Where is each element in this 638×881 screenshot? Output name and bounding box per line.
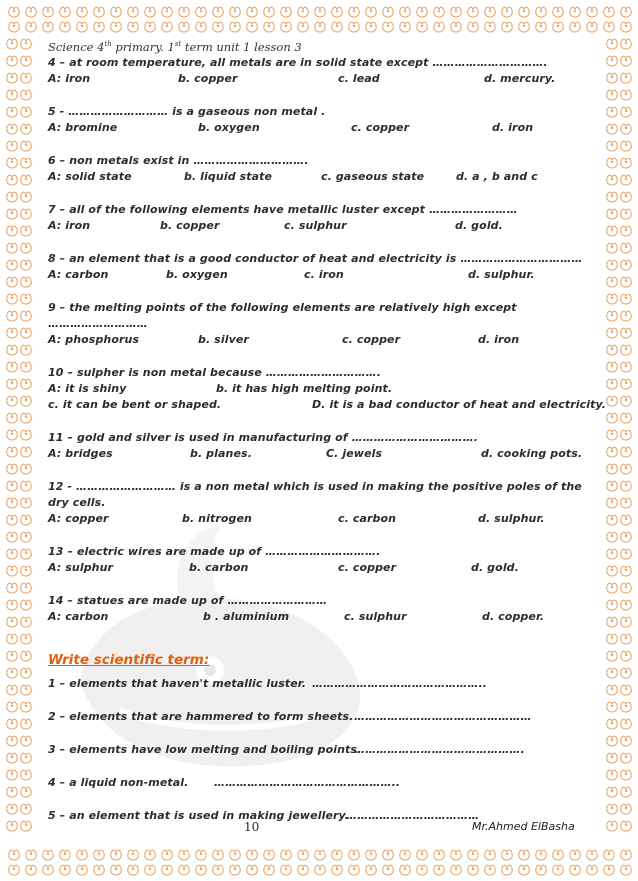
option-b: b. copper (178, 72, 238, 85)
option-d: d. mercury. (484, 72, 556, 85)
option-b: b. oxygen (198, 121, 260, 134)
option-c: c. it can be bent or shaped. (48, 398, 222, 411)
option-row (48, 560, 596, 576)
option-a: A: bridges (48, 447, 113, 460)
option-a: A: iron (48, 72, 91, 85)
option-row (48, 120, 596, 136)
option-d: D. it is a bad conductor of heat and electricity. (312, 398, 606, 411)
option-d: d. sulphur. (468, 268, 535, 281)
option-b: b. oxygen (166, 268, 228, 281)
question-text: 10 – sulpher is non metal because …………………………. (48, 366, 382, 379)
question-13 (48, 544, 596, 593)
option-row (48, 169, 596, 185)
option-d: d. a , b and c (456, 170, 538, 183)
question-8 (48, 251, 596, 300)
option-row (48, 71, 596, 87)
option-c: c. copper (351, 121, 410, 134)
scientific-term-2 (48, 709, 596, 742)
question-text: 4 – at room temperature, all metals are in solid state except …………………………. (48, 56, 548, 69)
question-text: 11 – gold and silver is used in manufacturing of ……………………………. (48, 431, 478, 444)
option-d: d. gold. (471, 561, 519, 574)
option-c: c. copper (338, 561, 397, 574)
option-d: d. copper. (482, 610, 545, 623)
term-definition: 1 – elements that haven't metallic luster. (48, 677, 307, 690)
author-name: Mr.Ahmed ElBasha (472, 820, 575, 833)
option-b: b. silver (198, 333, 249, 346)
option-a: A: carbon (48, 610, 109, 623)
term-definition: 3 – elements have low melting and boiling points. (48, 743, 362, 756)
scientific-term-1 (48, 676, 596, 709)
option-c: C. jewels (326, 447, 383, 460)
question-text: 5 - ……………………… is a gaseous non metal . (48, 105, 326, 118)
option-row (48, 267, 596, 283)
option-c: c. copper (342, 333, 401, 346)
option-c: c. gaseous state (321, 170, 425, 183)
worksheet-content (48, 40, 606, 841)
option-a: A: copper (48, 512, 109, 525)
question-text: 13 – electric wires are made up of …………………………. (48, 545, 381, 558)
option-d: d. gold. (455, 219, 503, 232)
term-definition: 2 – elements that are hammered to form sheets. (48, 710, 354, 723)
scientific-term-4 (48, 775, 596, 808)
option-a: A: sulphur (48, 561, 114, 574)
option-c: c. lead (338, 72, 380, 85)
question-11 (48, 430, 596, 479)
answer-blank: ………………………………………… (354, 710, 532, 723)
question-text: 12 - ……………………… is a non metal which is used in making the positive poles of the dry cells. (48, 480, 582, 509)
option-d: d. sulphur. (478, 512, 545, 525)
page-header: Science 4th primary. 1st term unit 1 lesson 3 (48, 40, 302, 54)
page-footer (0, 820, 638, 840)
page-number: 10 (244, 820, 260, 834)
answer-blank: ………………………………………. (354, 743, 525, 756)
option-row (48, 218, 596, 234)
answer-blank: ………………………………………….. (214, 776, 401, 789)
option-d: d. iron (492, 121, 534, 134)
answer-blank: ……………………………… (346, 809, 480, 822)
term-definition: 4 – a liquid non-metal. (48, 776, 189, 789)
option-row (48, 511, 596, 527)
option-b: b. it has high melting point. (216, 382, 393, 395)
option-b: b. copper (160, 219, 220, 232)
question-14 (48, 593, 596, 642)
option-a: A: bromine (48, 121, 118, 134)
option-row (48, 332, 596, 348)
option-b: b. carbon (189, 561, 249, 574)
option-row (48, 381, 596, 397)
term-definition: 5 – an element that is used in making jewellery. (48, 809, 350, 822)
option-a: A: solid state (48, 170, 132, 183)
section-title: Write scientific term: (48, 652, 210, 668)
option-d: d. cooking pots. (481, 447, 583, 460)
option-row (48, 397, 606, 413)
question-10 (48, 365, 606, 430)
option-a: A: it is shiny (48, 382, 127, 395)
question-text: 7 – all of the following elements have metallic luster except …………………… (48, 203, 518, 216)
option-row (48, 609, 596, 625)
question-7 (48, 202, 596, 251)
question-text: 8 – an element that is a good conductor of heat and electricity is …………………………… (48, 252, 583, 265)
question-4 (48, 55, 596, 104)
option-c: c. carbon (338, 512, 397, 525)
scientific-term-3 (48, 742, 596, 775)
term-list (48, 676, 596, 841)
option-row (48, 446, 596, 462)
option-a: A: phosphorus (48, 333, 140, 346)
option-a: A: carbon (48, 268, 109, 281)
option-d: d. iron (478, 333, 520, 346)
option-c: c. iron (304, 268, 344, 281)
question-12 (48, 479, 596, 544)
question-list (48, 55, 606, 642)
answer-blank: ……………………………………….. (312, 677, 488, 690)
option-b: b. nitrogen (182, 512, 252, 525)
option-b: b. planes. (190, 447, 252, 460)
question-5 (48, 104, 596, 153)
option-c: c. sulphur (344, 610, 407, 623)
question-text: 9 – the melting points of the following elements are relatively high except ……………………… (48, 301, 517, 330)
option-b: b. liquid state (184, 170, 273, 183)
question-text: 14 – statues are made up of ……………………… (48, 594, 328, 607)
question-6 (48, 153, 596, 202)
question-9 (48, 300, 596, 365)
option-c: c. sulphur (284, 219, 347, 232)
option-b: b . aluminium (203, 610, 290, 623)
question-text: 6 – non metals exist in …………………………. (48, 154, 309, 167)
option-a: A: iron (48, 219, 91, 232)
